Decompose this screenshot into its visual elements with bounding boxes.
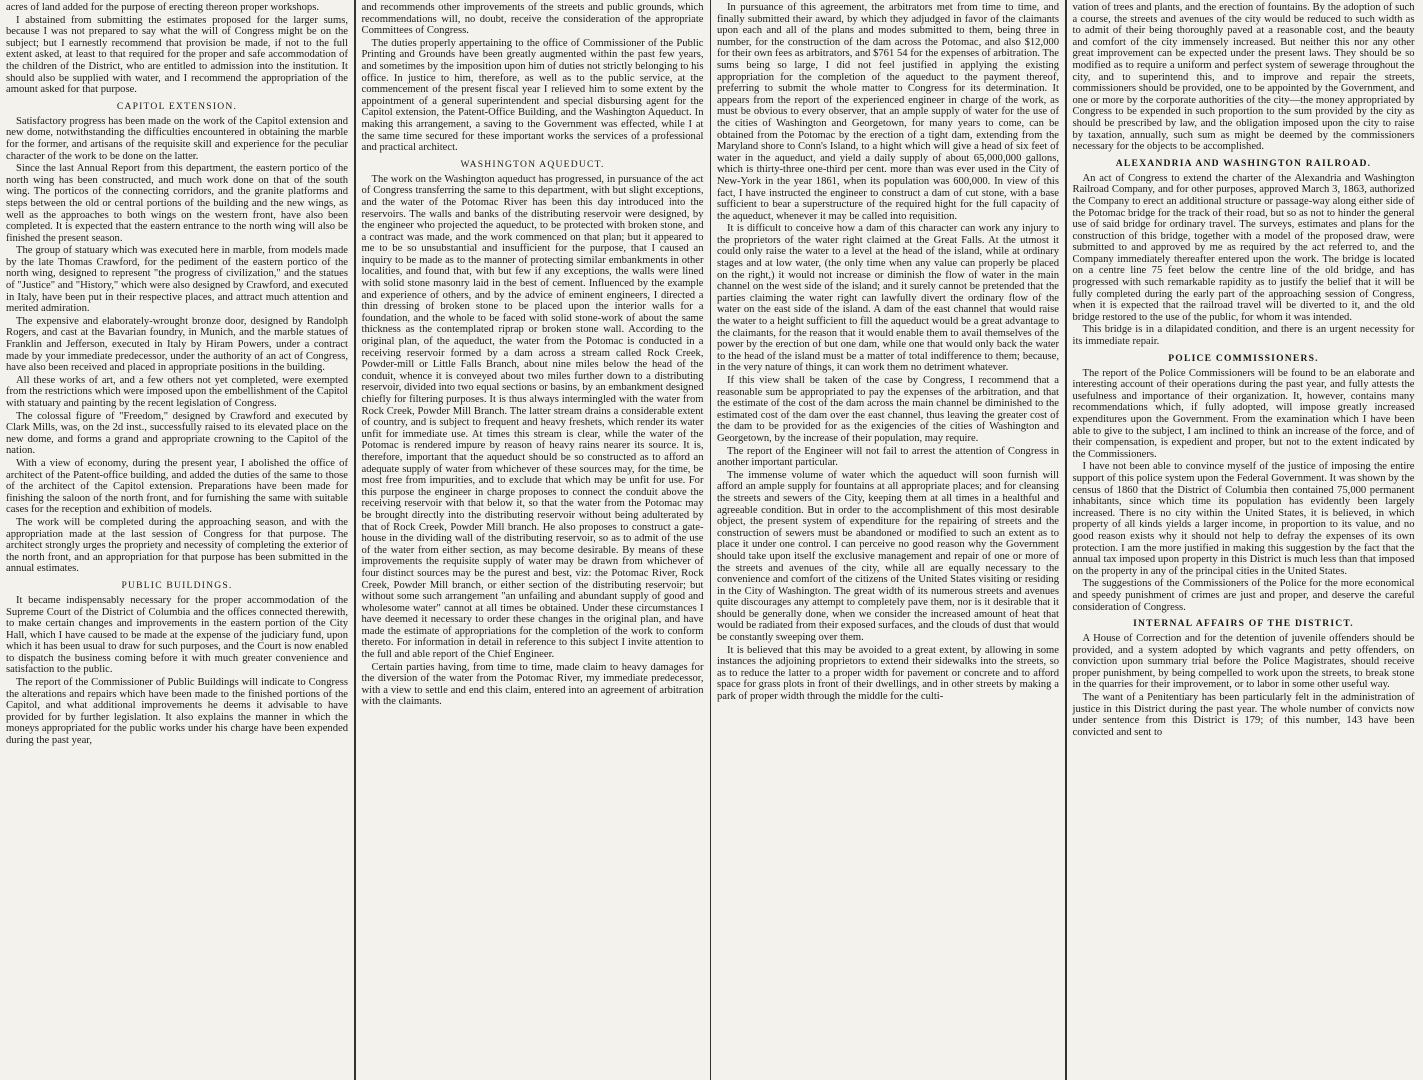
paragraph: The work on the Washington aqueduct has progressed, in pursuance of the act of Congress transferring the same to this department, with but slight exceptions, and the water of the Potomac River has been this day introduced into the reservoirs. The walls and banks of the distributing reservoir were designed, by the engineer who projected the aqueduct, to be protected with broken stone, and a contract was made, and the work commenced on that plan; but it appeared to me to be so unsubstantial and insufficient for the purpose, that I caused an inquiry to be made as to the manner of protecting similar embankments in other localities, and found that, with but few if any exceptions, the walls were lined with solid stone masonry laid in the best of cement. Influenced by the example and experience of others, and by the advice of eminent engineers, I directed a thin dressing of broken stone to be placed upon the interior walls for a foundation, and the whole to be faced with solid stone-work of about the same thickness as the contemplated riprap or broken stone wall. According to the original plan, of the aqueduct, the water from the Potomac is conducted in a receiving reservoir formed by a dam across a stream called Rock Creek, Powder-mill or Little Falls Branch, about nine miles below the head of the conduit, whence it is conveyed about two miles further down to a distributing reservoir, divided into two equal sections or basins, by an embankment designed chiefly for filtering purposes. It is thus always intermingled with the water from Rock Creek, Powder Mill Branch. The latter stream drains a considerable extent of country, and is subject to frequent and heavy freshets, which render its water unfit for immediate use. At times this stream is clear, while the water of the Potomac is rendered impure by reason of heavy rains nearer its source. It is, therefore, important that the aqueduct should be so constructed as to afford an adequate supply of water from whichever of these sources may, for the time, be most free from impurities, and to exclude that which may be unfit for use. For this purpose the engineer in charge proposes to connect the conduit above the receiving reservoir with that below it, so that the water from the Potomac may be brought directly into the distributing reservoir without being adulterated by that of Rock Creek, Powder Mill branch. He also proposes to construct a gate-house in the dividing wall of the distributing reservoir, so as to admit of the use of the water from either section, as may become desirable. By means of these improvements the requisite supply of water may be drawn from whichever of four distinct sources may be the purest and best, viz: the Potomac River, Rock Creek, Powder Mill branch, or either section of the distributing reservoir; but without some such arrangement "an unfailing and abundant supply of good and wholesome water" cannot at all times be obtained. Under these circumstances I have deemed it necessary to order these changes in the original plan, and have made the estimate of appropriations for the completion of the work to conform thereto. For information in detail in reference to this subject I invite attention to the full and able report of the Chief Engineer. bbox=[361, 173, 704, 661]
paragraph: A House of Correction and for the detention of juvenile offenders should be provided, and a system adopted by which vagrants and petty offenders, on conviction upon summary trial before the Police Magistrates, should receive proper punishment, by being compelled to work upon the streets, to break stone in the quarries for their improvement, or to labor in some other useful way. bbox=[1072, 633, 1415, 691]
paragraph: If this view shall be taken of the case by Congress, I recommend that a reasonable sum be appropriated to pay the expenses of the arbitration, and that the estimate of the cost of the dam across the main channel be diminished to the estimated cost of the dam over the east channel, thus leaving the greater cost of the dam to be provided for as the exigencies of the cities of Washington and Georgetown, by the increase of their population, may require. bbox=[717, 375, 1059, 444]
paragraph: The expensive and elaborately-wrought bronze door, designed by Randolph Rogers, and cast at the Bavarian foundry, in Munich, and the marble statues of Franklin and Jefferson, executed in Italy by Hiram Powers, under a contract made by your immediate predecessor, under the authority of an act of Congress, have also been received and placed in appropriate positions in the building. bbox=[6, 315, 348, 374]
paragraph: It is believed that this may be avoided to a great extent, by allowing in some instances the adjoining proprietors to extend their sidewalks into the streets, so as to reduce the latter to a proper width for pavement or concrete and to afford space for grass plots in front of their dwellings, and in other streets by making a park of proper width through the middle for the culti- bbox=[717, 644, 1059, 703]
column-4 bbox=[1067, 0, 1421, 1080]
paragraph: The report of the Engineer will not fail to arrest the attention of Congress in another important particular. bbox=[717, 445, 1059, 469]
paragraph: The suggestions of the Commissioners of the Police for the more economical and speedy punishment of crimes are just and proper, and deserve the careful consideration of Congress. bbox=[1072, 578, 1415, 613]
column-3 bbox=[711, 0, 1065, 1080]
paragraph: Since the last Annual Report from this department, the eastern portico of the north wing has been constructed, and much work done on that of the south wing. The porticos of the connecting corridors, and the granite platforms and steps between the old or central portions of the building and the new wings, as well as the approaches to both wings on the western front, have also been completed. It is expected that the eastern entrance to the north wing will also be finished the present season. bbox=[6, 163, 348, 244]
paragraph: The work will be completed during the approaching season, and with the appropriation made at the last session of Congress for that purpose. The architect strongly urges the propriety and necessity of completing the exterior of the north front, and an appropriation for that purpose has been submitted in the annual estimates. bbox=[6, 516, 348, 575]
paragraph: All these works of art, and a few others not yet completed, were exempted from the restrictions which were imposed upon the embellishment of the Capitol with statuary and painting by the recent legislation of Congress. bbox=[6, 374, 348, 409]
paragraph: It is difficult to conceive how a dam of this character can work any injury to the proprietors of the water right claimed at the Great Falls. At the utmost it could only raise the water to a level at the head of the island, while at ordinary stages and at low water, (the only time when any value can properly be placed on the right,) it would not increase or diminish the flow of water in the main channel on the west side of the island; and it surely cannot be pretended that the parties claiming the water right can lawfully divert the ordinary flow of the water on the east side of the island. A dam of the east channel that would raise the water to a height sufficient to fill the aqueduct would be a great advantage to the claimants, for the reason that it would enable them to avail themselves of the power by the erection of but one dam, while one that would only back the water to the head of the island must be a matter of total indifference to them; because, in the very nature of things, it can work them no detriment whatever. bbox=[717, 223, 1059, 374]
paragraph: I have not been able to convince myself of the justice of imposing the entire support of this police system upon the Federal Government. It was shown by the census of 1860 that the District of Columbia then contained 75,000 permanent inhabitants, since which time its population has evidently been largely increased. There is no city within the United States, it is believed, in which property of all kinds yields a larger income, in proportion to its value, and no good reason exists why it should not help to defray the expenses of its own protection. I am the more justified in making this suggestion by the fact that the annual tax imposed upon property in this District is much less than that imposed on the property in any of the principal cities in the United States. bbox=[1072, 461, 1415, 577]
section-heading: PUBLIC BUILDINGS. bbox=[121, 579, 233, 591]
paragraph: I abstained from submitting the estimates proposed for the larger sums, because I was not prepared to say what the will of Congress might be on the subject; but I earnestly recommend that provision be made, if not to the full extent asked, at least to that required for the proper and safe accommodation of the children of the District, who are entitled to admission into the institution. It should also be supplied with water, and I recommend the appropriation of the amount asked for that purpose. bbox=[6, 14, 348, 96]
paragraph: vation of trees and plants, and the erection of fountains. By the adoption of such a course, the streets and avenues of the city would be reduced to such width as to admit of their being thoroughly paved at a reasonable cost, and the beauty and comfort of the city immensely increased. But neither this nor any other great improvement can be expected under the present laws. They should be so modified as to require a uniform and perfect system of sewerage throughout the city, and to superintend this, and to improve and repair the streets, commissioners should be provided, one to be appointed by the Government, and one or more by the corporate authorities of the city—the money appropriated by Congress to be expended in such proportion to the sum provided by the city as should be prescribed by law, and the obligation imposed upon the city to raise by taxation, annually, such sum as might be deemed by the commissioners necessary for the objects to be accomplished. bbox=[1072, 2, 1415, 153]
paragraph: With a view of economy, during the present year, I abolished the office of architect of the Patent-office building, and added the duties of the same to those of the architect of the Capitol extension. Preparations have been made for finishing the saloon of the north front, and for furnishing the same with suitable cases for the reception and exhibition of models. bbox=[6, 457, 348, 516]
paragraph: and recommends other improvements of the streets and public grounds, which recommendations will, no doubt, receive the consideration of the appropriate Committees of Congress. bbox=[361, 2, 704, 37]
paragraph: It became indispensably necessary for the proper accommodation of the Supreme Court of the District of Columbia and the offices connected therewith, to make certain changes and improvements in the eastern portion of the City Hall, which I have caused to be made at the expense of the judiciary fund, upon which it has been usual to draw for such purposes, and the Court is now enabled to dispatch the business coming before it with much greater convenience and satisfaction to the public. bbox=[6, 594, 348, 676]
paragraph: In pursuance of this agreement, the arbitrators met from time to time, and finally submitted their award, by which they adjudged in favor of the claimants upon each and all of the plans and modes submitted to them, being three in number, for the construction of the dam across the Potomac, and also $12,000 for their own fees as arbitrators, and $761 54 for the expenses of arbitration. The sums being so large, I did not feel justified in applying the existing appropriation for the completion of the aqueduct to the payment thereof, preferring to submit the whole matter to Congress for its determination. It appears from the report of the experienced engineer in charge of the work, as must be obvious to every observer, that an ample supply of water for the use of the cities of Washington and Georgetown, for many years to come, can be obtained from the Potomac by the erection of a tight dam, extending from the Maryland shore to Conn's Island, to a hight which will give a head of six feet of water in the aqueduct, and yield a daily supply of about 65,000,000 gallons, which is thirty-three one-third per cent. more than was ever used in the City of New-York in the year 1861, when its population was 600,000. In view of this fact, I have instructed the engineer to construct a dam of cut stone, with a base sufficient to bear a superstructure of the required hight for the full capacity of the aqueduct, whenever it may be called into requisition. bbox=[717, 2, 1059, 222]
paragraph: An act of Congress to extend the charter of the Alexandria and Washington Railroad Company, and for other purposes, approved March 3, 1863, authorized the Company to erect an additional structure or passage-way along either side of the Potomac bridge for the track of their road, but so as not to hinder the general use of said bridge for ordinary travel. The surveys, estimates and plans for the construction of this bridge, together with a model of the proposed draw, were submitted to and approved by me as required by the act referred to, and the Company immediately thereafter entered upon the work. The bridge is located on a centre line 75 feet below the centre line of the old bridge, and has progressed with such remarkable rapidity as to justify the belief that it will be fully completed during the early part of the approaching session of Congress, when it is expected that the railroad travel will be diverted to it, and the old bridge restored to the use of the public, for whom it was intended. bbox=[1072, 172, 1415, 323]
section-heading: CAPITOL EXTENSION. bbox=[116, 100, 238, 112]
paragraph: acres of land added for the purpose of erecting thereon proper workshops. bbox=[6, 2, 319, 13]
paragraph: The want of a Penitentiary has been particularly felt in the administration of justice in this District during the past year. The whole number of convicts now under sentence from this District is 179; of this number, 143 have been convicted and sent to bbox=[1072, 692, 1415, 738]
paragraph: The immense volume of water which the aqueduct will soon furnish will afford an ample supply for fountains at all appropriate places; and for cleansing the streets and sewers of the City, keeping them at all times in a healthful and agreeable condition. But in order to the accomplishment of this most desirable object, the present system of expenditure for the repairing of streets and the construction of sewers must be abandoned or modified to such an extent as to place it under one control. I can perceive no good reason why the Government should take upon itself the exclusive management and repair of one or more of the streets and avenues of the city, while all are equally necessary to the convenience and comfort of the citizens of the United States visiting or residing in the City of Washington. The great width of its numerous streets and avenues quite discourages any attempt to completely pave them, nor is it desirable that it should be generally done, when we consider the increased amount of heat that would be radiated from their exposed surfaces, and the clouds of dust that would be constantly sweeping over them. bbox=[717, 469, 1059, 644]
paragraph: The colossal figure of "Freedom," designed by Crawford and executed by Clark Mills, was, on the 2d inst., successfully raised to its elevated place on the new dome, and forms a grand and appropriate crowning to the Capitol of the nation. bbox=[6, 410, 348, 457]
section-heading: WASHINGTON AQUEDUCT. bbox=[460, 158, 605, 170]
column-1 bbox=[0, 0, 354, 1080]
paragraph: The report of the Police Commissioners will be found to be an elaborate and interesting account of their operations during the past year, and fully attests the usefulness and importance of their organization. It, however, contains many recommendations which, if fully adopted, will impose greatly increased expenditures upon the Government. From the examination which I have been able to give to the subject, I am inclined to think an increase of the force, and of their compensation, is expedient and proper, but not to the extent indicated by the Commissioners. bbox=[1072, 367, 1415, 460]
paragraph: Satisfactory progress has been made on the work of the Capitol extension and new dome, notwithstanding the difficulties encountered in obtaining the marble for the former, and artisans of the requisite skill and experience for the peculiar character of the work to be done on the latter. bbox=[6, 115, 348, 162]
column-2 bbox=[356, 0, 710, 1080]
section-heading: INTERNAL AFFAIRS OF THE DISTRICT. bbox=[1133, 618, 1354, 630]
section-heading: POLICE COMMISSIONERS. bbox=[1168, 352, 1319, 364]
paragraph: This bridge is in a dilapidated condition, and there is an urgent necessity for its immediate repair. bbox=[1072, 324, 1415, 348]
paragraph: The duties properly appertaining to the office of Commissioner of the Public Printing and Grounds have been greatly augmented within the past few years, and sometimes by the imposition upon him of duties not strictly belonging to his office. In justice to him, therefore, as well as to the public service, at the commencement of the present fiscal year I relieved him to some extent by the appointment of a general superintendent and special disbursing agent for the Capitol extension, the Patent-Office Building, and the Washington Aqueduct. In making this arrangement, a saving to the Government was effected, while I at the same time secured for these important works the services of a professional and practical architect. bbox=[361, 37, 704, 154]
paragraph: Certain parties having, from time to time, made claim to heavy damages for the diversion of the water from the Potomac River, my immediate predecessor, with a view to settle and end this claim, entered into an agreement of arbitration with the claimants. bbox=[361, 661, 704, 708]
section-heading: ALEXANDRIA AND WASHINGTON RAILROAD. bbox=[1115, 157, 1372, 169]
paragraph: The report of the Commissioner of Public Buildings will indicate to Congress the alterations and repairs which have been made to the finished portions of the Capitol, and what additional improvements he deems it advisable to have provided for by further legislation. It also explains the manner in which the moneys appropriated for the public works under his charge have been expended during the past year, bbox=[6, 677, 348, 747]
paragraph: The group of statuary which was executed here in marble, from models made by the late Thomas Crawford, for the pediment of the eastern portico of the north wing, designed to represent "the progress of civilization," and the statues of "Justice" and "History," which were also designed by Crawford, and executed in Italy, have been put in their respective places, and attract much attention and merited admiration. bbox=[6, 245, 348, 315]
